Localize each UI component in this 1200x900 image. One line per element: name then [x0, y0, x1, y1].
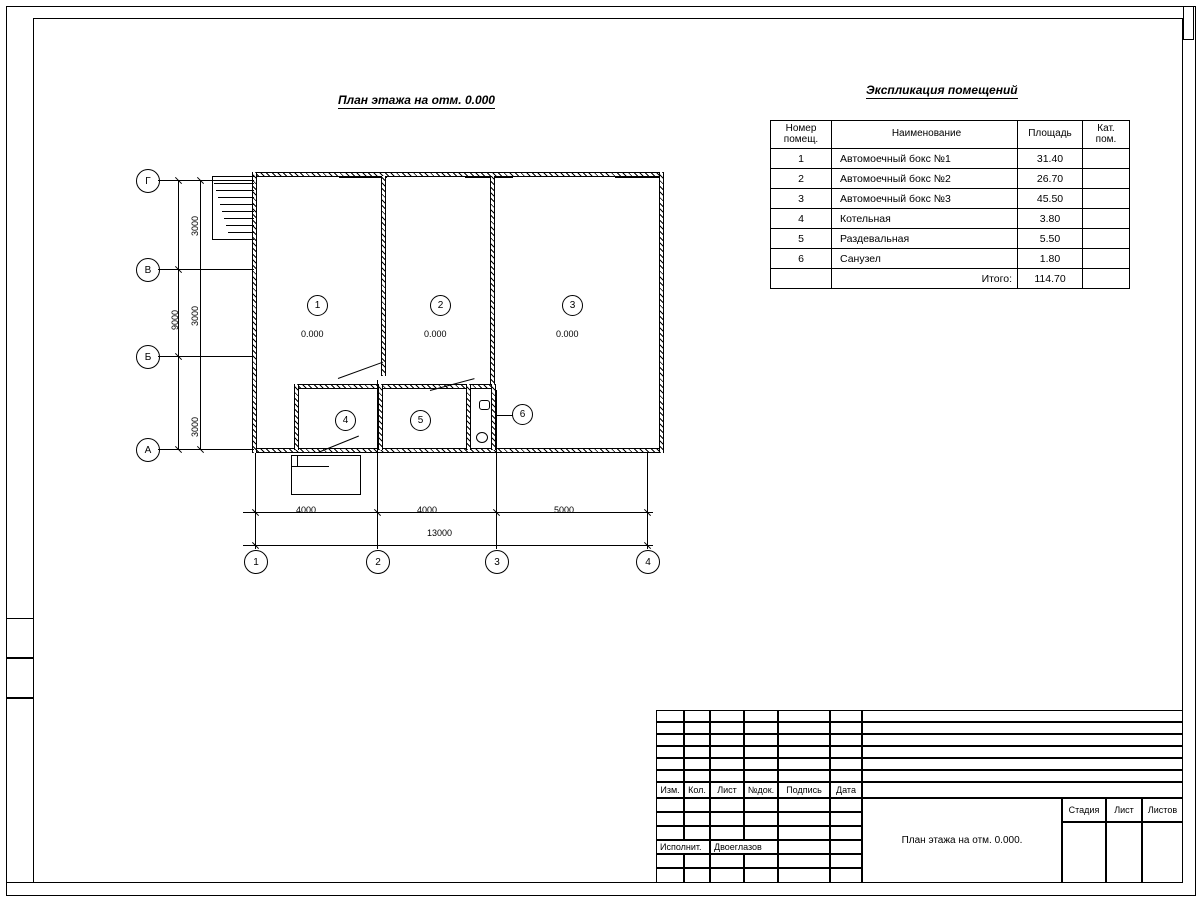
stamp-row-r13c1	[656, 868, 684, 883]
stair-step-2	[216, 190, 254, 191]
porch-right-edge	[360, 455, 361, 495]
stamp-blank-r4c5	[778, 746, 830, 758]
stamp-blank-r3c5	[778, 734, 830, 746]
level-mark-room3: 0.000	[556, 329, 579, 339]
stair-step-1	[214, 183, 254, 184]
cell-area: 3.80	[1018, 209, 1083, 229]
stamp-row-r9c2	[684, 812, 710, 826]
stamp-row-r8c2	[684, 798, 710, 812]
cell-number: 2	[771, 169, 832, 189]
stamp-performer-date	[830, 840, 862, 854]
dim-left-3: 3000	[190, 416, 200, 437]
stamp-row-r9c3	[710, 812, 744, 826]
ext-line-axis2	[377, 380, 378, 549]
fixture-sink-icon	[476, 432, 488, 443]
porch-door-swing	[297, 455, 298, 467]
stamp-blank-r2c3	[710, 722, 744, 734]
stamp-blank-r3c2	[684, 734, 710, 746]
header-number-line1: Номер	[785, 123, 817, 134]
stamp-blank-r4c1	[656, 746, 684, 758]
stamp-blank-r2c4	[744, 722, 778, 734]
stair-step-5	[222, 211, 254, 212]
stair-step-3	[218, 197, 254, 198]
stamp-blank-r6c3	[710, 770, 744, 782]
stamp-list-value	[1106, 822, 1142, 883]
stamp-blank-r5c1	[656, 758, 684, 770]
stamp-blank-r3c1	[656, 734, 684, 746]
stamp-blank-r6c5	[778, 770, 830, 782]
cell-name: Санузел	[832, 249, 1018, 269]
stamp-blank-r2c1	[656, 722, 684, 734]
stamp-list-label: Лист	[1106, 798, 1142, 822]
header-kat-line2: пом.	[1095, 133, 1117, 145]
dim-left-total: 9000	[170, 309, 180, 330]
cell-name: Раздевальная	[832, 229, 1018, 249]
stamp-blank-r6c1	[656, 770, 684, 782]
cell-number: 3	[771, 189, 832, 209]
leader-line-1	[338, 362, 383, 379]
stamp-col-podpis: Подпись	[778, 782, 830, 798]
stamp-blank-r6c2	[684, 770, 710, 782]
header-kat-line1: Кат.	[1097, 123, 1115, 134]
opening-top-3-line2	[615, 177, 659, 178]
stamp-blank-r2c2	[684, 722, 710, 734]
axis-bubble-1: 1	[244, 550, 268, 574]
title-block	[656, 710, 1183, 883]
stamp-blank-r6c7	[862, 770, 1183, 782]
wall-partition-box1-box2	[381, 176, 386, 376]
stamp-row-r9c6	[830, 812, 862, 826]
stamp-blank-r4c7	[862, 746, 1183, 758]
stamp-blank-r1c1	[656, 710, 684, 722]
stamp-row-r10c4	[744, 826, 778, 840]
axis-bubble-a: А	[136, 438, 160, 462]
stair-bottom-edge	[212, 239, 254, 240]
cell-number: 5	[771, 229, 832, 249]
cell-name: Автомоечный бокс №1	[832, 149, 1018, 169]
dim-bottom-2: 4000	[417, 505, 438, 515]
stamp-blank-r4c2	[684, 746, 710, 758]
stamp-blank-r1c2	[684, 710, 710, 722]
cell-name: Автомоечный бокс №2	[832, 169, 1018, 189]
cell-number: 4	[771, 209, 832, 229]
total-label: Итого:	[832, 269, 1018, 289]
stamp-row-r12c6	[830, 854, 862, 868]
stamp-row-r12c2	[684, 854, 710, 868]
plan-title: План этажа на отм. 0.000	[338, 93, 495, 107]
cell-area: 45.50	[1018, 189, 1083, 209]
axis-bubble-g: Г	[136, 169, 160, 193]
stamp-row-r8c5	[778, 798, 830, 812]
stamp-blank-r5c5	[778, 758, 830, 770]
stair-step-7	[226, 225, 254, 226]
stamp-col-izm: Изм.	[656, 782, 684, 798]
ext-line-axis4	[647, 453, 648, 549]
stamp-performer-name: Двоеглазов	[710, 840, 778, 854]
stamp-col-data: Дата	[830, 782, 862, 798]
dim-bottom-3: 5000	[554, 505, 575, 515]
fixture-wc-icon	[479, 400, 490, 410]
stamp-blank-r2c6	[830, 722, 862, 734]
stamp-performer-sign	[778, 840, 830, 854]
stamp-row-r10c2	[684, 826, 710, 840]
wall-inner-left	[294, 384, 299, 450]
cell-area: 26.70	[1018, 169, 1083, 189]
porch-top-edge	[291, 455, 361, 456]
stamp-row-r13c3	[710, 868, 744, 883]
stamp-row-r9c1	[656, 812, 684, 826]
stair-step-6	[224, 218, 254, 219]
cell-area: 5.50	[1018, 229, 1083, 249]
room-number-3: 3	[562, 295, 583, 316]
header-number-line2: помещ.	[783, 133, 819, 145]
wall-room5-room6	[466, 384, 471, 450]
dim-bottom-total: 13000	[427, 528, 453, 538]
axis-bubble-3: 3	[485, 550, 509, 574]
stamp-blank-r4c6	[830, 746, 862, 758]
leader-line-4	[497, 415, 513, 416]
cell-area: 31.40	[1018, 149, 1083, 169]
dim-bottom-1: 4000	[296, 505, 317, 515]
stamp-performer-label: Исполнит.	[656, 840, 710, 854]
stamp-row-r13c2	[684, 868, 710, 883]
stair-step-8	[228, 232, 254, 233]
dim-left-2: 3000	[190, 305, 200, 326]
stamp-blank-r1c7	[862, 710, 1183, 722]
stamp-blank-r5c4	[744, 758, 778, 770]
stamp-blank-r3c3	[710, 734, 744, 746]
stamp-designation	[862, 782, 1183, 798]
wall-mark-b	[238, 356, 254, 357]
dim-left-1: 3000	[190, 215, 200, 236]
axis-bubble-4: 4	[636, 550, 660, 574]
wall-room4-room5	[378, 384, 383, 450]
stamp-blank-r4c3	[710, 746, 744, 758]
wall-exterior-left	[252, 172, 257, 453]
wall-mark-v	[238, 269, 254, 270]
stamp-lists-label: Листов	[1142, 798, 1183, 822]
opening-top-2-line	[465, 172, 513, 173]
stamp-row-r13c6	[830, 868, 862, 883]
stamp-blank-r1c5	[778, 710, 830, 722]
room-number-5: 5	[410, 410, 431, 431]
stamp-blank-r4c4	[744, 746, 778, 758]
cell-name: Автомоечный бокс №3	[832, 189, 1018, 209]
axis-line-g	[158, 180, 254, 181]
stamp-stage-label: Стадия	[1062, 798, 1106, 822]
header-area: Площадь	[1018, 121, 1083, 149]
stamp-lists-value	[1142, 822, 1183, 883]
stamp-sheet-title: План этажа на отм. 0.000.	[862, 798, 1062, 883]
explication-title: Экспликация помещений	[866, 83, 1018, 97]
stamp-blank-r5c6	[830, 758, 862, 770]
stamp-row-r12c4	[744, 854, 778, 868]
stamp-blank-r3c7	[862, 734, 1183, 746]
cell-number: 6	[771, 249, 832, 269]
wall-mark-a	[215, 449, 254, 450]
stamp-row-r10c3	[710, 826, 744, 840]
stair-left-edge	[212, 176, 213, 240]
stamp-stage-value	[1062, 822, 1106, 883]
stamp-row-r8c3	[710, 798, 744, 812]
ext-line-axis1	[255, 453, 256, 549]
dim-bottom-chain-2	[243, 545, 653, 546]
stamp-col-list: Лист	[710, 782, 744, 798]
stamp-row-r8c4	[744, 798, 778, 812]
stamp-row-r8c6	[830, 798, 862, 812]
stamp-row-r10c1	[656, 826, 684, 840]
stamp-blank-r5c7	[862, 758, 1183, 770]
stamp-row-r12c5	[778, 854, 830, 868]
room-number-1: 1	[307, 295, 328, 316]
stamp-row-r10c6	[830, 826, 862, 840]
porch-left-edge	[291, 455, 292, 495]
axis-bubble-v: В	[136, 258, 160, 282]
level-mark-room1: 0.000	[301, 329, 324, 339]
total-area: 114.70	[1018, 269, 1083, 289]
room-number-2: 2	[430, 295, 451, 316]
axis-bubble-2: 2	[366, 550, 390, 574]
stamp-blank-r6c6	[830, 770, 862, 782]
wall-exterior-right	[659, 172, 664, 453]
stamp-row-r9c4	[744, 812, 778, 826]
opening-top-2-line2	[465, 177, 513, 178]
stamp-blank-r1c3	[710, 710, 744, 722]
level-mark-room2: 0.000	[424, 329, 447, 339]
stamp-row-r9c5	[778, 812, 830, 826]
stamp-blank-r3c4	[744, 734, 778, 746]
stamp-col-ndok: №док.	[744, 782, 778, 798]
stamp-row-r8c1	[656, 798, 684, 812]
stamp-blank-r1c4	[744, 710, 778, 722]
stamp-blank-r2c7	[862, 722, 1183, 734]
ext-line-axis3	[496, 390, 497, 549]
stair-step-4	[220, 204, 254, 205]
opening-top-3-line	[615, 172, 659, 173]
stamp-row-r13c5	[778, 868, 830, 883]
stamp-blank-r5c3	[710, 758, 744, 770]
stair-top-edge	[212, 176, 254, 177]
axis-bubble-b: Б	[136, 345, 160, 369]
wall-exterior-top	[252, 172, 664, 177]
stamp-row-r13c4	[744, 868, 778, 883]
header-name: Наименование	[832, 121, 1018, 149]
wall-exterior-bottom	[252, 448, 664, 453]
stamp-blank-r5c2	[684, 758, 710, 770]
stamp-blank-r1c6	[830, 710, 862, 722]
stamp-blank-r2c5	[778, 722, 830, 734]
stamp-blank-r3c6	[830, 734, 862, 746]
opening-top-1-line2	[339, 177, 387, 178]
wall-partition-box2-box3	[490, 176, 495, 386]
cell-name: Котельная	[832, 209, 1018, 229]
cell-area: 1.80	[1018, 249, 1083, 269]
porch-bottom-edge	[291, 494, 361, 495]
dim-left-chain-inner	[200, 180, 201, 449]
room-number-4: 4	[335, 410, 356, 431]
cell-number: 1	[771, 149, 832, 169]
room-number-6: 6	[512, 404, 533, 425]
stamp-row-r12c1	[656, 854, 684, 868]
opening-top-1-line	[339, 172, 387, 173]
stamp-row-r10c5	[778, 826, 830, 840]
stamp-col-kol: Кол.	[684, 782, 710, 798]
stamp-row-r12c3	[710, 854, 744, 868]
stamp-blank-r6c4	[744, 770, 778, 782]
